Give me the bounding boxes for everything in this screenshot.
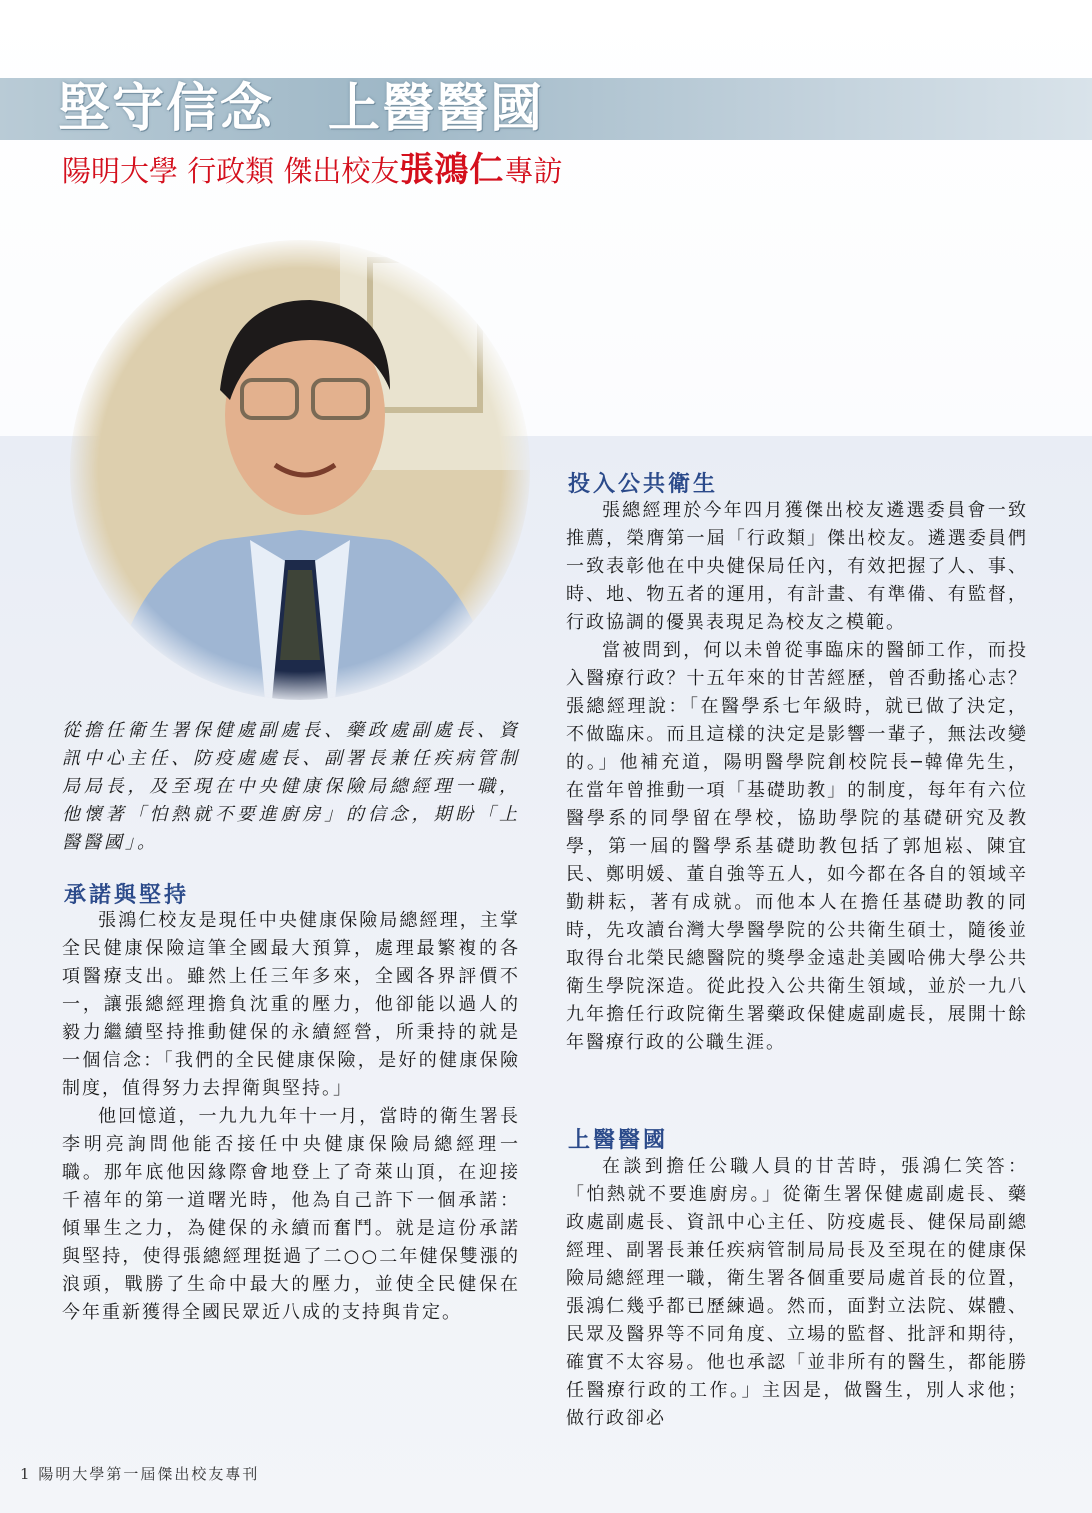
subtitle-prefix: 陽明大學 行政類 傑出校友 xyxy=(62,154,400,188)
page-title: 堅守信念 上醫醫國 xyxy=(58,78,545,139)
page-subtitle xyxy=(62,148,562,192)
subtitle-name: 張鴻仁 xyxy=(399,150,505,190)
page-number: 1 xyxy=(20,1465,32,1483)
subtitle-suffix: 專訪 xyxy=(504,154,563,188)
commitment-paragraph-2: 他回憶道，一九九九年十一月，當時的衛生署長李明亮詢問他能否接任中央健康保險局總經理一職。那年底他因緣際會地登上了奇萊山頂，在迎接千禧年的第一道曙光時，他為自己許下一個承諾：傾畢生之力，為健保的永續而奮鬥。就是這份承諾與堅持，使得張總經理挺過了二○○二年健保雙漲的浪頭，戰勝了生命中最大的壓力，並使全民健保在今年重新獲得全國民眾近八成的支持與肯定。 xyxy=(62,1106,520,1323)
commitment-paragraph-1: 張鴻仁校友是現任中央健康保險局總經理，主掌全民健康保險這筆全國最大預算，處理最繁複的各項醫療支出。雖然上任三年多來，全國各界評價不一，讓張總經理擔負沈重的壓力，他卻能以過人的毅力繼續堅持推動健保的永續經營，所秉持的就是一個信念：「我們的全民健康保險，是好的健康保險制度，值得努力去捍衛與堅持。」 xyxy=(62,910,520,1099)
section-commitment xyxy=(62,907,520,1327)
intro-text: 從擔任衛生署保健處副處長、藥政處副處長、資訊中心主任、防疫處處長、副署長兼任疾病管制局局長，及至現在中央健康保險局總經理一職，他懷著「怕熱就不要進廚房」的信念，期盼「上醫醫國」。 xyxy=(62,720,520,853)
public-health-paragraph-2: 當被問到，何以未曾從事臨床的醫師工作，而投入醫療行政？十五年來的甘苦經歷，曾否動搖心志？張總經理說：「在醫學系七年級時，就已做了決定，不做臨床。而且這樣的決定是影響一輩子，無法改變的。」他補充道，陽明醫學院創校院長─韓偉先生，在當年曾推動一項「基礎助教」的制度，每年有六位醫學系的同學留在學校，協助學院的基礎研究及教學，第一屆的醫學系基礎助教包括了郭旭崧、陳宜民、鄭明媛、董自強等五人，如今都在各自的領域辛勤耕耘，著有成就。而他本人在擔任基礎助教的同時，先攻讀台灣大學醫學院的公共衛生碩士，隨後並取得台北榮民總醫院的獎學金遠赴美國哈佛大學公共衛生學院深造。從此投入公共衛生領域，並於一九八九年擔任行政院衛生署藥政保健處副處長，展開十餘年醫療行政的公職生涯。 xyxy=(566,640,1028,1053)
portrait-photo xyxy=(70,240,530,700)
heading-public-health: 投入公共衛生 xyxy=(568,472,719,497)
heal-nation-paragraph-1: 在談到擔任公職人員的甘苦時，張鴻仁笑答：「怕熱就不要進廚房。」從衛生署保健處副處長、藥政處副處長、資訊中心主任、防疫處長、健保局副總經理、副署長兼任疾病管制局局長及至現在的健康保險局總經理一職，衛生署各個重要局處首長的位置，張鴻仁幾乎都已歷練過。然而，面對立法院、媒體、民眾及醫界等不同角度、立場的監督、批評和期待，確實不太容易。他也承認「並非所有的醫生，都能勝任醫療行政的工作。」主因是，做醫生，別人求他；做行政卻必 xyxy=(566,1156,1028,1429)
heading-heal-nation: 上醫醫國 xyxy=(568,1128,669,1153)
publication-name: 陽明大學第一屆傑出校友專刊 xyxy=(38,1465,260,1483)
intro-paragraph xyxy=(62,717,520,857)
public-health-paragraph-1: 張總經理於今年四月獲傑出校友遴選委員會一致推薦，榮膺第一屆「行政類」傑出校友。遴選委員們一致表彰他在中央健保局任內，有效把握了人、事、時、地、物五者的運用，有計畫、有準備、有監督，行政協調的優異表現足為校友之模範。 xyxy=(566,500,1028,633)
heading-commitment: 承諾與堅持 xyxy=(64,883,190,908)
section-public-health xyxy=(566,497,1028,1057)
section-heal-nation xyxy=(566,1153,1028,1433)
page-footer xyxy=(20,1463,259,1484)
